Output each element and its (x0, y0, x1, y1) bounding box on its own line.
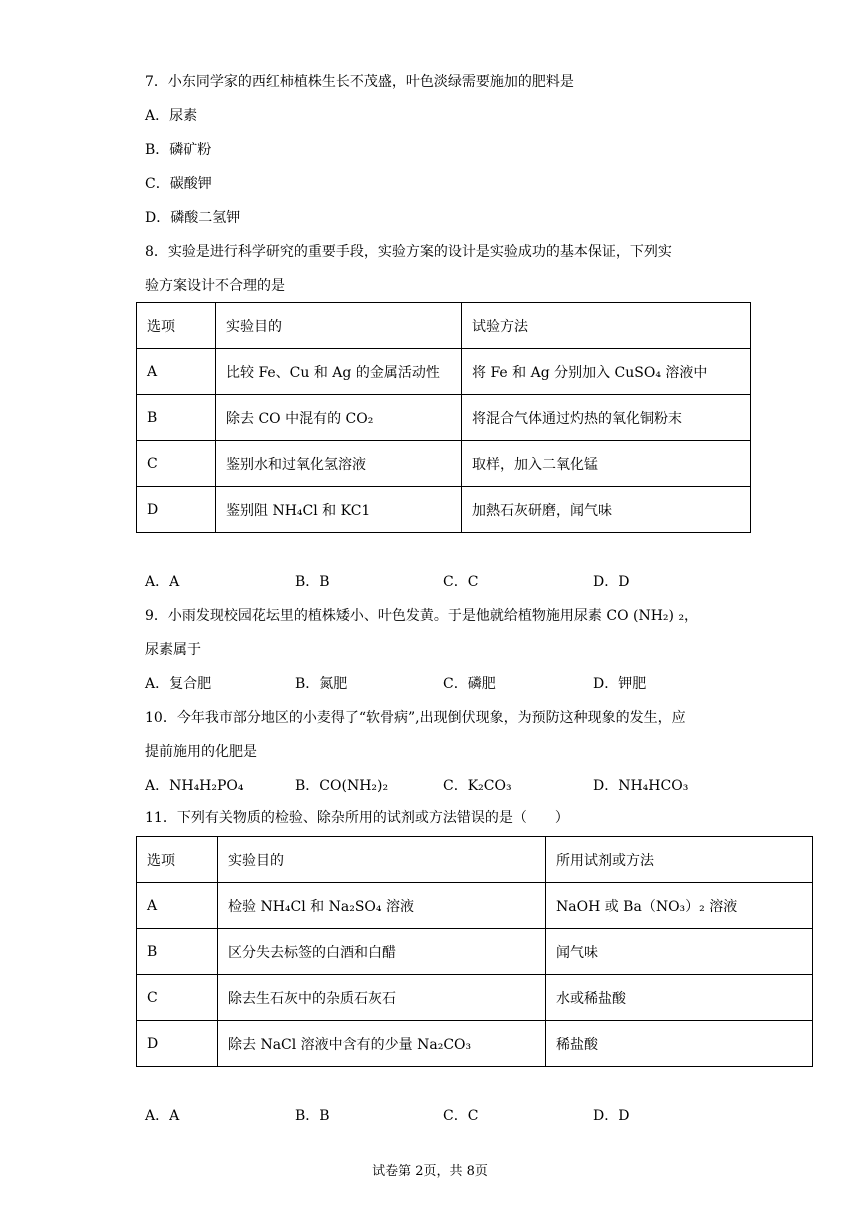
table-header-row (137, 837, 813, 883)
q11-option-a: A．A (145, 1108, 180, 1124)
q7-stem: 7．小东同学家的西红柿植株生长不茂盛，叶色淡绿需要施加的肥料是 (145, 74, 574, 90)
table-row (137, 487, 751, 533)
q9-option-d: D．钾肥 (593, 676, 647, 692)
q10-stem-line1: 10．今年我市部分地区的小麦得了“软骨病”,出现倒伏现象，为预防这种现象的发生，应 (145, 710, 686, 726)
q8-option-a: A．A (145, 574, 180, 590)
table-cell: A (137, 349, 216, 395)
table-cell: 将混合气体通过灼热的氧化铜粉末 (462, 395, 751, 441)
q10-option-d: D．NH₄HCO₃ (593, 778, 689, 794)
q8-option-b: B．B (295, 574, 330, 590)
table-header-cell: 选项 (137, 303, 216, 349)
table-cell: D (137, 1021, 218, 1067)
table-cell: 除去生石灰中的杂质石灰石 (218, 975, 546, 1021)
q10-stem-line2: 提前施用的化肥是 (145, 744, 257, 760)
q8-option-c: C．C (443, 574, 479, 590)
q8-table (136, 302, 751, 533)
q8-options (145, 572, 805, 592)
table-cell: 闻气味 (546, 929, 813, 975)
page-footer: 试卷第 2页，共 8页 (372, 1164, 488, 1179)
table-cell: NaOH 或 Ba（NO₃）₂ 溶液 (546, 883, 813, 929)
table-cell: 除去 CO 中混有的 CO₂ (216, 395, 462, 441)
table-cell: 取样，加入二氧化锰 (462, 441, 751, 487)
table-cell: A (137, 883, 218, 929)
q9-stem-line2: 尿素属于 (145, 642, 201, 658)
table-header-cell: 所用试剂或方法 (546, 837, 813, 883)
table-row (137, 349, 751, 395)
table-row (137, 975, 813, 1021)
q7-option-c: C．碳酸钾 (145, 176, 212, 192)
q9-option-c: C．磷肥 (443, 676, 496, 692)
q8-stem-line1: 8．实验是进行科学研究的重要手段，实验方案的设计是实验成功的基本保证，下列实 (145, 244, 672, 260)
q10-option-c: C．K₂CO₃ (443, 778, 512, 794)
q7-option-b: B．磷矿粉 (145, 142, 212, 158)
q9-option-a: A．复合肥 (145, 676, 212, 692)
q7-option-d: D．磷酸二氢钾 (145, 210, 241, 226)
table-cell: C (137, 975, 218, 1021)
table-row (137, 441, 751, 487)
table-cell: 将 Fe 和 Ag 分别加入 CuSO₄ 溶液中 (462, 349, 751, 395)
table-row (137, 1021, 813, 1067)
q9-stem-line1: 9．小雨发现校园花坛里的植株矮小、叶色发黄。于是他就给植物施用尿素 CO (NH₂) ₂， (145, 608, 699, 624)
q8-option-d: D．D (593, 574, 630, 590)
table-cell: B (137, 929, 218, 975)
q9-option-b: B．氮肥 (295, 676, 348, 692)
q11-option-b: B．B (295, 1108, 330, 1124)
table-header-cell: 实验目的 (216, 303, 462, 349)
q11-option-d: D．D (593, 1108, 630, 1124)
table-header-row (137, 303, 751, 349)
table-cell: 区分失去标签的白酒和白醋 (218, 929, 546, 975)
table-header-cell: 选项 (137, 837, 218, 883)
table-cell: 比较 Fe、Cu 和 Ag 的金属活动性 (216, 349, 462, 395)
q11-option-c: C．C (443, 1108, 479, 1124)
table-cell: D (137, 487, 216, 533)
q10-option-a: A．NH₄H₂PO₄ (145, 778, 244, 794)
q8-stem-line2: 验方案设计不合理的是 (145, 278, 285, 294)
q11-table (136, 836, 813, 1067)
table-cell: 鉴别水和过氧化氢溶液 (216, 441, 462, 487)
table-row (137, 883, 813, 929)
table-cell: 鉴别阻 NH₄Cl 和 KC1 (216, 487, 462, 533)
q7-option-a: A．尿素 (145, 108, 198, 124)
q10-option-b: B．CO(NH₂)₂ (295, 778, 389, 794)
table-row (137, 929, 813, 975)
q11-stem: 11．下列有关物质的检验、除杂所用的试剂或方法错误的是（ ） (145, 810, 569, 826)
table-cell: B (137, 395, 216, 441)
table-header-cell: 实验目的 (218, 837, 546, 883)
table-row (137, 395, 751, 441)
table-cell: 加熱石灰研磨，闻气味 (462, 487, 751, 533)
q9-options (145, 674, 805, 694)
q11-options (145, 1106, 805, 1126)
table-cell: C (137, 441, 216, 487)
table-cell: 稀盐酸 (546, 1021, 813, 1067)
table-cell: 检验 NH₄Cl 和 Na₂SO₄ 溶液 (218, 883, 546, 929)
table-header-cell: 试验方法 (462, 303, 751, 349)
table-cell: 水或稀盐酸 (546, 975, 813, 1021)
q10-options (145, 776, 805, 796)
table-cell: 除去 NaCl 溶液中含有的少量 Na₂CO₃ (218, 1021, 546, 1067)
